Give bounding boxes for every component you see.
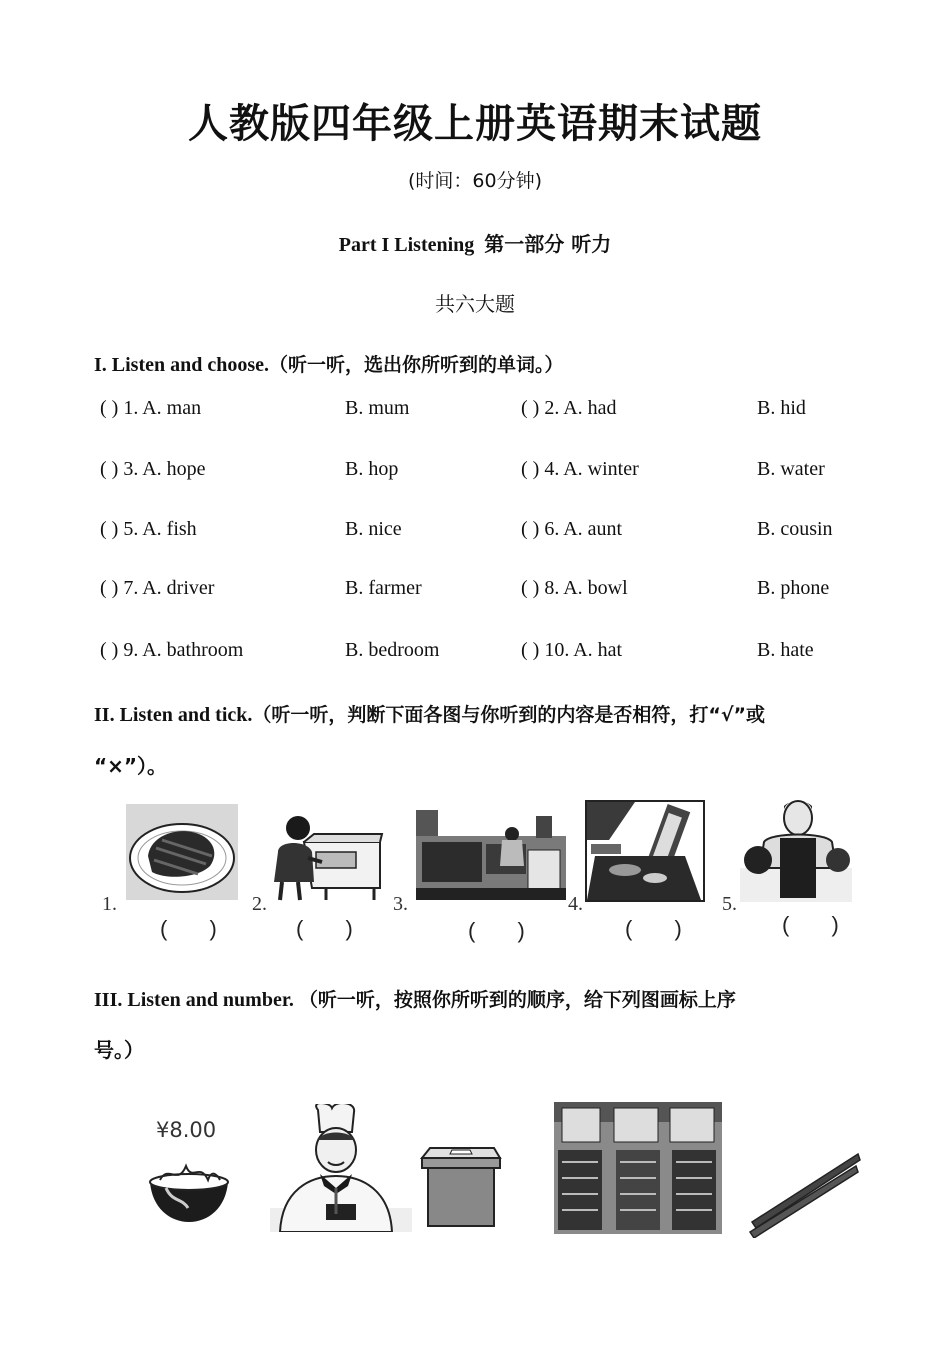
section1-heading-cn: （听一听，选出你所听到的单词。） [269,354,564,376]
section3-heading-en: III. Listen and number. [94,989,294,1011]
picture-1-blank: ( ) [160,916,235,941]
question-8-left: ( ) 8. A. bowl [521,577,628,599]
picture-2-label: 2. [252,893,267,915]
section2-heading-en: II. Listen and tick. [94,704,253,726]
question-9-right: B. bedroom [345,639,440,661]
picture-5-label: 5. [722,893,737,915]
picture-4-blank: ( ) [625,916,700,941]
picture-girl-desk [264,812,384,902]
section2-heading-cn: （听一听，判断下面各图与你听到的内容是否相符，打“√”或 [252,704,766,726]
time-note: (时间：60分钟) [407,170,542,192]
section2-heading [94,700,765,727]
picture-athlete [740,798,852,902]
question-1-left: ( ) 1. A. man [100,397,202,419]
section3-heading-cont: 号。） [94,1038,144,1062]
picture-chef [270,1104,412,1232]
question-5-left: ( ) 5. A. fish [100,518,197,540]
section1-heading-en: I. Listen and choose. [94,354,270,376]
page-title: 人教版四年级上册英语期末试题 [188,100,762,147]
question-7-right: B. farmer [345,577,422,599]
question-5-right: B. nice [345,518,402,540]
question-7-left: ( ) 7. A. driver [100,577,215,599]
question-6-left: ( ) 6. A. aunt [521,518,623,540]
question-2-right: B. hid [757,397,806,419]
picture-desk [420,1144,502,1228]
question-1-right: B. mum [345,397,410,419]
question-4-right: B. water [757,458,825,480]
question-4-left: ( ) 4. A. winter [521,458,639,480]
picture-kitchen [585,800,705,902]
section2-heading-cont: “×”）。 [94,754,168,778]
picture-1-label: 1. [102,893,117,915]
part-heading-cn: 第一部分 听力 [484,232,612,256]
question-8-right: B. phone [757,577,830,599]
question-3-right: B. hop [345,458,399,480]
picture-2-blank: ( ) [296,916,371,941]
picture-chopsticks [746,1148,862,1238]
picture-3-blank: ( ) [468,918,543,943]
question-3-left: ( ) 3. A. hope [100,458,206,480]
question-9-left: ( ) 9. A. bathroom [100,639,244,661]
section3-heading-cn: （听一听，按照你所听到的顺序，给下列图画标上序 [298,989,736,1011]
picture-noodles [148,1158,230,1224]
picture-4-label: 4. [568,893,583,915]
question-10-left: ( ) 10. A. hat [521,639,623,661]
picture-living-room [416,810,566,900]
section3-heading [94,985,736,1012]
total-note: 共六大题 [435,292,515,316]
section1-heading [94,350,564,377]
price-tag: ¥8.00 [156,1118,217,1142]
question-6-right: B. cousin [757,518,833,540]
picture-steak [126,804,238,900]
part-heading [0,228,950,257]
picture-3-label: 3. [393,893,408,915]
picture-store [554,1102,722,1234]
picture-5-blank: ( ) [782,912,857,937]
question-10-right: B. hate [757,639,814,661]
part-heading-en: Part I Listening [338,234,475,256]
question-2-left: ( ) 2. A. had [521,397,617,419]
